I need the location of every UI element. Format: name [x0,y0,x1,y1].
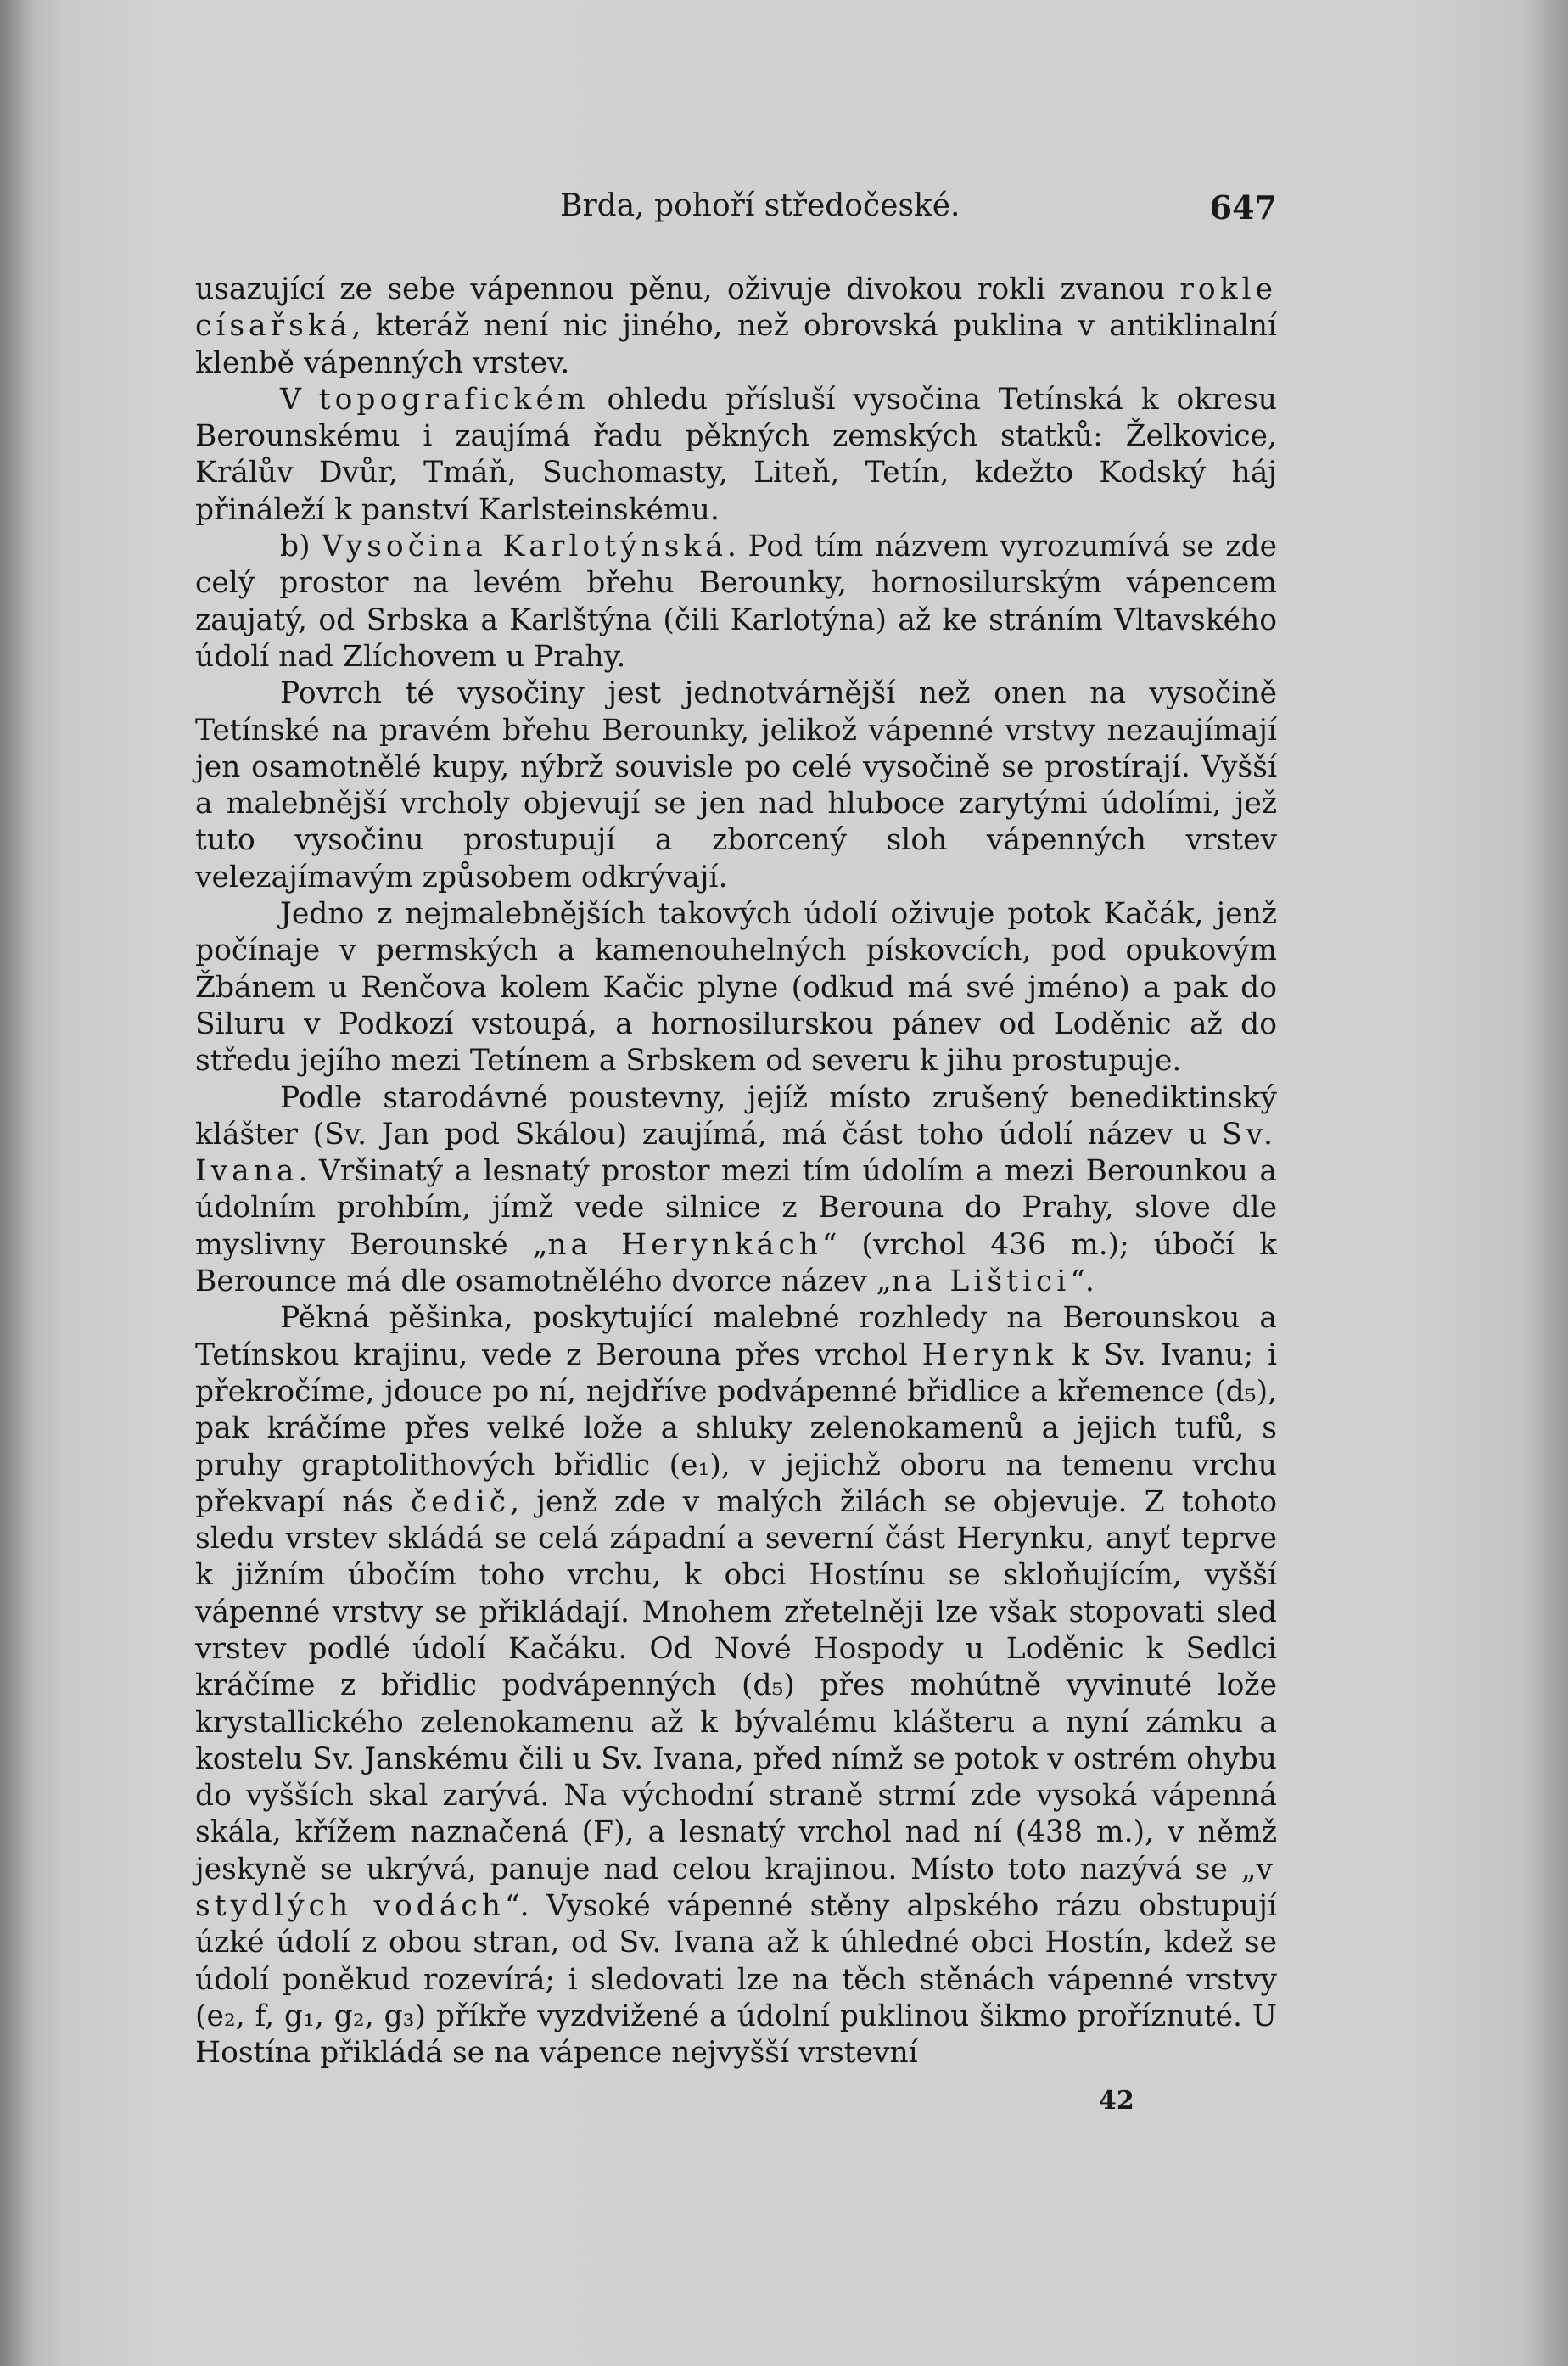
text-run: “ (vrchol 436 m.); úbočí k Berounce má dle osamotnělého dvorce název „ [195,1227,1277,1299]
text-run: k Sv. Ivanu; i překročíme, jdouce po ní, nejdříve podvápenné břidlice a křemence (d₅), pak kráčíme přes velké lože a shluky zelenokamenů a jejich tufů, s pruhy graptolithových břidlic (e₁), v jejichž oboru na temenu vrchu překvapí nás [195,1337,1277,1519]
spaced-term: Herynk [921,1337,1058,1372]
paragraph [195,382,1277,529]
text-run: Pěkná pěšinka, poskytující malebné rozhledy na Berounskou a Tetínskou krajinu, vede z Berouna přes vrchol [195,1301,1277,1372]
spaced-term: rokle císařská [195,272,1277,344]
paragraph [195,529,1277,676]
running-head: Brda, pohoří středočeské. [560,188,960,223]
text-run: “. Vysoké vápenné stěny alpského rázu obstupují úzké údolí z obou stran, od Sv. Ivana až k úhledné obci Hostín, kdež se údolí poněkud rozevírá; i sledovati lze na těch stěnách vápenné vrstvy (e₂, f, g₁, g₂, g₃) příkře vyzdvižené a údolní puklinou šikmo proříznuté. U Hostína přikládá se na vápence nejvyšší vrstevní [195,1889,1277,2071]
spaced-term: na Lištici [891,1264,1071,1299]
text-run: , jenž zde v malých žilách se objevuje. Z tohoto sledu vrstev skládá se celá západní a severní část Herynku, anyť teprve k jižním úbočím toho vrchu, k obci Hostínu se skloňujícím, vyšší vápenné vrstvy se přikládají. Mnohem zřetelněji lze však stopovati sled vrstev podlé údolí Kačáku. Od Nové Hospody u Loděnic k Sedlci kráčíme z břidlic podvápenných (d₅) přes mohútně vyvinuté lože krystallického zelenokamenu až k bývalému klášteru a nyní zámku a kostelu Sv. Janskému čili u Sv. Ivana, před nímž se potok v ostrém ohybu do vyšších skal zarývá. Na východní straně strmí zde vysoká vápenná skála, křížem naznačená (F), a lesnatý vrchol nad ní (438 m.), v němž jeskyně se ukrývá, panuje nad celou krajinou. Místo toto nazývá se „ [195,1484,1277,1887]
paragraph [195,1080,1277,1301]
text-run: Jedno z nejmalebnějších takových údolí oživuje potok Kačák, jenž počínaje v permských a kamenouhelných pískovcích, pod opukovým Žbánem u Renčova kolem Kačic plyne (odkud má své jméno) a pak do Siluru v Podkozí vstoupá, a hornosilurskou pánev od Loděnic až do středu jejího mezi Tetínem a Srbskem od severu k jihu prostupuje. [195,897,1277,1079]
paragraph [195,896,1277,1079]
spaced-term: Sv. Ivana [195,1117,1277,1189]
printer-signature: 42 [1099,2086,1134,2116]
spaced-term: čedič [410,1484,511,1519]
spaced-term: na Herynkách [547,1227,822,1262]
text-run: b) [280,530,322,564]
text-run: , kteráž není nic jiného, než obrovská puklina v antiklinalní klenbě vápenných vrstev. [195,309,1277,380]
page-number: 647 [1209,188,1277,227]
body-text [195,272,1277,2072]
spaced-term: v stydlých vodách [195,1852,1277,1924]
binding-shadow [0,0,34,2366]
page-header [195,188,1277,231]
text-run: usazující ze sebe vápennou pěnu, oživuje divokou rokli zvanou [195,272,1180,306]
text-run: ohledu přísluší vysočina Tetínská k okresu Berounskému i zaujímá řadu pěkných zemských statků: Želkovice, Králův Dvůr, Tmáň, Suchomasty, Liteň, Tetín, kdežto Kodský háj přináleží k panství Karlsteinskému. [195,382,1277,527]
text-run: . Vršinatý a lesnatý prostor mezi tím údolím a mezi Berounkou a údolním prohbím, jímž vede silnice z Berouna do Prahy, slove dle myslivny Berounské „ [195,1154,1277,1262]
text-run: “. [1070,1264,1095,1299]
text-run: Povrch té vysočiny jest jednotvárnější než onen na vysočině Tetínské na pravém břehu Berounky, jelikož vápenné vrstvy nezaujímají jen osamotnělé kupy, nýbrž souvisle po celé vysočině se prostírají. Vyšší a malebnější vrcholy objevují se jen nad hluboce zarytými údolími, jež tuto vysočinu prostupují a zborcený sloh vápenných vrstev velezajímavým způsobem odkrývají. [195,676,1277,894]
text-run: V [280,382,319,417]
paragraph [195,272,1277,382]
spaced-term: topografickém [318,382,590,417]
text-run: . Pod tím názvem vyrozumívá se zde celý prostor na levém břehu Berounky, hornosilurským vápencem zaujatý, od Srbska a Karlštýna (čili Karlotýna) až ke stráním Vltavského údolí nad Zlíchovem u Prahy. [195,530,1277,674]
spaced-term: Vysočina Karlotýnská [322,530,727,564]
text-run: Podle starodávné poustevny, jejíž místo zrušený benediktinský klášter (Sv. Jan pod Skálou) zaujímá, má část toho údolí název u [195,1080,1277,1152]
paragraph [195,676,1277,896]
paragraph [195,1300,1277,2072]
